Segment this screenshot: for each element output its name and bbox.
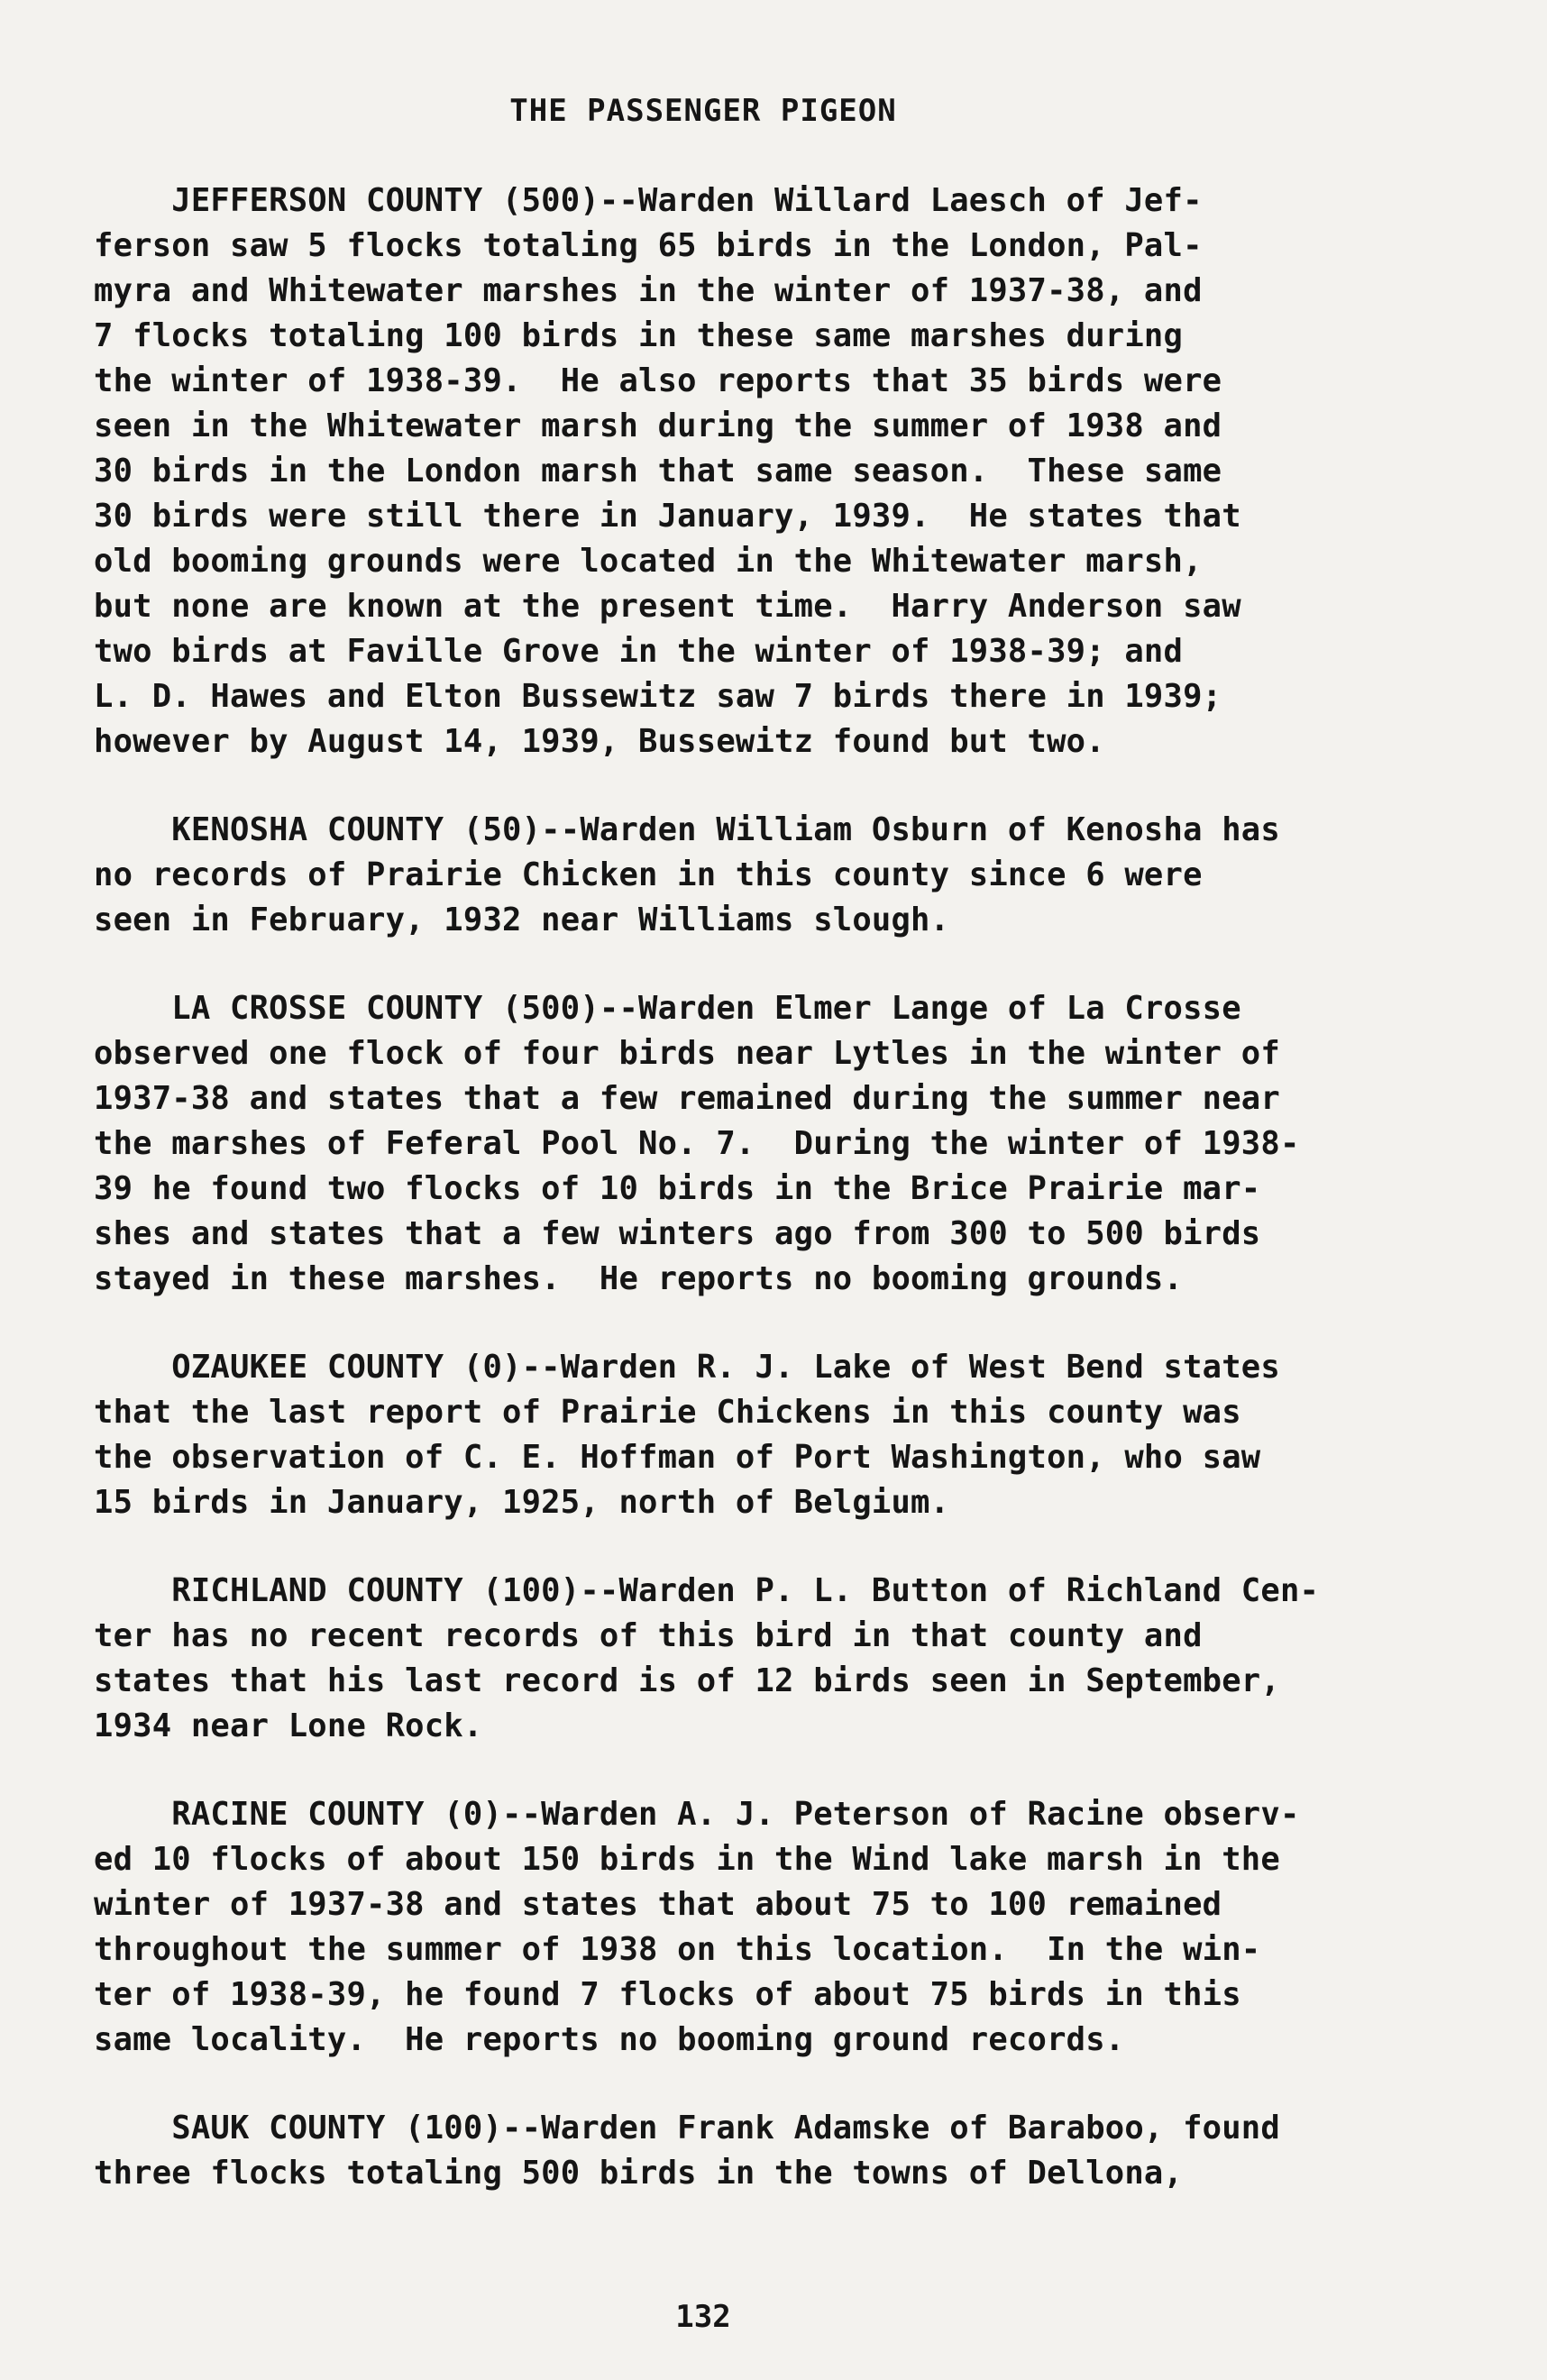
text-line: SAUK COUNTY (100)--Warden Frank Adamske of Baraboo, found <box>94 2110 1280 2147</box>
body-text <box>94 178 1473 2239</box>
text-line: states that his last record is of 12 birds seen in September, <box>94 1662 1280 1699</box>
paragraph-kenosha-county <box>94 808 1473 943</box>
paragraph-sauk-county <box>94 2106 1473 2196</box>
text-line: 39 he found two flocks of 10 birds in the Brice Prairie mar- <box>94 1170 1261 1207</box>
paragraph-racine-county <box>94 1792 1473 2063</box>
text-line: 30 birds in the London marsh that same season. These same <box>94 453 1222 490</box>
paragraph-ozaukee-county <box>94 1345 1473 1525</box>
text-line: however by August 14, 1939, Bussewitz found but two. <box>94 723 1105 760</box>
text-line: RICHLAND COUNTY (100)--Warden P. L. Button of Richland Cen- <box>94 1572 1320 1609</box>
text-line: L. D. Hawes and Elton Bussewitz saw 7 birds there in 1939; <box>94 678 1222 715</box>
paragraph-jefferson-county <box>94 178 1473 764</box>
text-line: ferson saw 5 flocks totaling 65 birds in the London, Pal- <box>94 227 1203 264</box>
text-line: ter of 1938-39, he found 7 flocks of about 75 birds in this <box>94 1976 1241 2013</box>
text-line: LA CROSSE COUNTY (500)--Warden Elmer Lange of La Crosse <box>94 990 1241 1027</box>
running-head: THE PASSENGER PIGEON <box>509 93 897 129</box>
text-line: stayed in these marshes. He reports no booming grounds. <box>94 1260 1184 1297</box>
text-line: 15 birds in January, 1925, north of Belgium. <box>94 1484 950 1521</box>
text-line: throughout the summer of 1938 on this location. In the win- <box>94 1931 1261 1968</box>
paragraph-la-crosse-county <box>94 986 1473 1302</box>
text-line: shes and states that a few winters ago from 300 to 500 birds <box>94 1215 1261 1252</box>
text-line: three flocks totaling 500 birds in the towns of Dellona, <box>94 2155 1184 2192</box>
text-line: 1937-38 and states that a few remained during the summer near <box>94 1080 1280 1117</box>
page-number: 132 <box>675 2299 731 2335</box>
text-line: ter has no recent records of this bird in that county and <box>94 1617 1203 1654</box>
text-line: no records of Prairie Chicken in this county since 6 were <box>94 856 1203 893</box>
text-line: OZAUKEE COUNTY (0)--Warden R. J. Lake of West Bend states <box>94 1349 1280 1386</box>
text-line: winter of 1937-38 and states that about 75 to 100 remained <box>94 1886 1222 1923</box>
text-line: seen in February, 1932 near Williams slough. <box>94 902 950 938</box>
text-line: the observation of C. E. Hoffman of Port Washington, who saw <box>94 1439 1261 1476</box>
text-line: JEFFERSON COUNTY (500)--Warden Willard Laesch of Jef- <box>94 182 1203 219</box>
text-line: ed 10 flocks of about 150 birds in the Wind lake marsh in the <box>94 1841 1280 1878</box>
text-line: observed one flock of four birds near Lytles in the winter of <box>94 1035 1280 1072</box>
paragraph-richland-county <box>94 1569 1473 1749</box>
text-line: but none are known at the present time. Harry Anderson saw <box>94 588 1241 625</box>
text-line: old booming grounds were located in the Whitewater marsh, <box>94 543 1203 580</box>
text-line: 7 flocks totaling 100 birds in these same marshes during <box>94 317 1184 354</box>
text-line: 30 birds were still there in January, 1939. He states that <box>94 498 1241 535</box>
text-line: the marshes of Feferal Pool No. 7. During the winter of 1938- <box>94 1125 1300 1162</box>
text-line: KENOSHA COUNTY (50)--Warden William Osburn of Kenosha has <box>94 811 1280 848</box>
text-line: the winter of 1938-39. He also reports that 35 birds were <box>94 362 1222 399</box>
text-line: seen in the Whitewater marsh during the summer of 1938 and <box>94 407 1222 444</box>
text-line: 1934 near Lone Rock. <box>94 1707 483 1744</box>
text-line: same locality. He reports no booming ground records. <box>94 2021 1125 2058</box>
text-line: RACINE COUNTY (0)--Warden A. J. Peterson of Racine observ- <box>94 1796 1300 1833</box>
text-line: two birds at Faville Grove in the winter of 1938-39; and <box>94 633 1184 670</box>
text-line: that the last report of Prairie Chickens in this county was <box>94 1394 1241 1431</box>
text-line: myra and Whitewater marshes in the winter of 1937-38, and <box>94 272 1203 309</box>
